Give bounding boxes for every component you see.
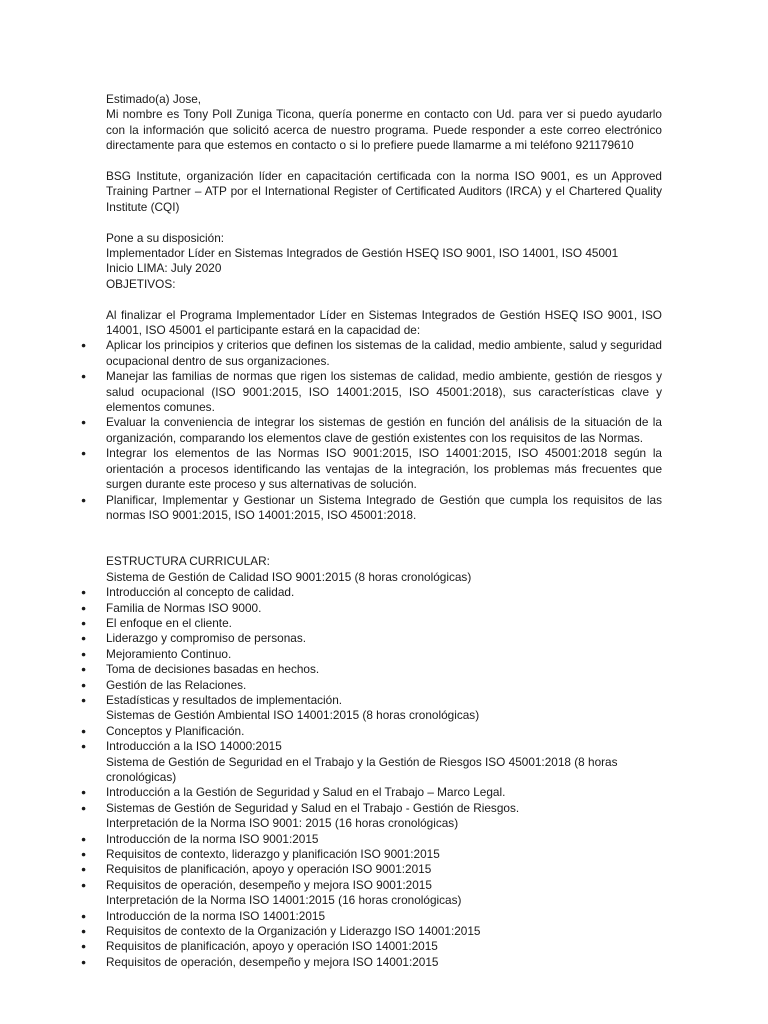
module-item: ● Requisitos de planificación, apoyo y operación ISO 9001:2015 — [106, 862, 662, 877]
intro-paragraph: Mi nombre es Tony Poll Zuniga Ticona, quería ponerme en contacto con Ud. para ver si puedo ayudarlo con la información que solicitó acerca de nuestro programa. Puede responder a este correo electrónico directamente para que estemos en contacto o si lo prefiere puede llamarme a mi teléfono 921179610 — [106, 107, 662, 153]
module-item: ● Liderazgo y compromiso de personas. — [106, 631, 662, 646]
module-item: ● Introducción al concepto de calidad. — [106, 585, 662, 600]
module-item: ● Familia de Normas ISO 9000. — [106, 601, 662, 616]
objectives-intro: Al finalizar el Programa Implementador Líder en Sistemas Integrados de Gestión HSEQ ISO 9001, ISO 14001, ISO 45001 el participante estará en la capacidad de: — [106, 307, 662, 338]
module-items — [106, 585, 662, 708]
module-item: ● Requisitos de planificación, apoyo y operación ISO 14001:2015 — [106, 939, 662, 954]
module-item: ● Introducción a la Gestión de Seguridad y Salud en el Trabajo – Marco Legal. — [106, 785, 662, 800]
module-items — [106, 724, 662, 755]
objective-item: ● Evaluar la conveniencia de integrar los sistemas de gestión en función del análisis de la situación de la organización, comparando los elementos clave de gestión existentes con los requisitos de las Normas. — [106, 415, 662, 446]
module-items — [106, 785, 662, 816]
institute-paragraph: BSG Institute, organización líder en capacitación certificada con la norma ISO 9001, es un Approved Training Partner – ATP por el International Register of Certificated Auditors (IRCA) y el Chartered Quality Institute (CQI) — [106, 169, 662, 214]
module-item: ● Introducción a la ISO 14000:2015 — [106, 739, 662, 754]
module-items — [106, 832, 662, 894]
module-item: ● Toma de decisiones basadas en hechos. — [106, 662, 662, 677]
module-item: ● El enfoque en el cliente. — [106, 616, 662, 631]
module-item: ● Introducción de la norma ISO 9001:2015 — [106, 832, 662, 847]
module-title: Sistema de Gestión de Seguridad en el Trabajo y la Gestión de Riesgos ISO 45001:2018 (8 horas cronológicas) — [106, 754, 618, 785]
module-title: Sistema de Gestión de Calidad ISO 9001:2015 (8 horas cronológicas) — [106, 569, 472, 584]
module-items — [106, 909, 662, 971]
objectives-list — [106, 338, 662, 523]
document-body — [106, 92, 662, 970]
module-title: Sistemas de Gestión Ambiental ISO 14001:2015 (8 horas cronológicas) — [106, 708, 480, 723]
start-date: Inicio LIMA: July 2020 — [106, 261, 222, 276]
module-title: Interpretación de la Norma ISO 14001:2015 (16 horas cronológicas) — [106, 893, 462, 908]
objective-item: ● Planificar, Implementar y Gestionar un Sistema Integrado de Gestión que cumpla los requisitos de las normas ISO 9001:2015, ISO 14001:2015, ISO 45001:2018. — [106, 493, 662, 524]
module-item: ● Requisitos de operación, desempeño y mejora ISO 9001:2015 — [106, 878, 662, 893]
objectives-heading: OBJETIVOS: — [106, 276, 176, 291]
module-item: ● Conceptos y Planificación. — [106, 724, 662, 739]
module-item: ● Gestión de las Relaciones. — [106, 678, 662, 693]
module-item: ● Introducción de la norma ISO 14001:2015 — [106, 909, 662, 924]
module-title: Interpretación de la Norma ISO 9001: 2015 (16 horas cronológicas) — [106, 816, 459, 831]
module-item: ● Estadísticas y resultados de implementación. — [106, 693, 662, 708]
objective-item: ● Aplicar los principios y criterios que definen los sistemas de la calidad, medio ambiente, salud y seguridad ocupacional dentro de sus organizaciones. — [106, 338, 662, 369]
curriculum-heading: ESTRUCTURA CURRICULAR: — [106, 554, 270, 569]
module-item: ● Requisitos de operación, desempeño y mejora ISO 14001:2015 — [106, 955, 662, 970]
module-item: ● Mejoramiento Continuo. — [106, 647, 662, 662]
module-item: ● Sistemas de Gestión de Seguridad y Salud en el Trabajo - Gestión de Riesgos. — [106, 801, 662, 816]
greeting: Estimado(a) Jose, — [106, 92, 202, 106]
program-name: Implementador Líder en Sistemas Integrados de Gestión HSEQ ISO 9001, ISO 14001, ISO 45001 — [106, 246, 619, 261]
offer-lead: Pone a su disposición: — [106, 230, 225, 245]
module-item: ● Requisitos de contexto, liderazgo y planificación ISO 9001:2015 — [106, 847, 662, 862]
module-item: ● Requisitos de contexto de la Organización y Liderazgo ISO 14001:2015 — [106, 924, 662, 939]
objective-item: ● Integrar los elementos de las Normas ISO 9001:2015, ISO 14001:2015, ISO 45001:2018 según la orientación a procesos identificando las ventajas de la integración, los problemas más frecuentes que surgen durante este proceso y sus alternativas de solución. — [106, 446, 662, 492]
objective-item: ● Manejar las familias de normas que rigen los sistemas de calidad, medio ambiente, gestión de riesgos y salud ocupacional (ISO 9001:2015, ISO 14001:2015, ISO 45001:2018), sus características clave y elementos comunes. — [106, 369, 662, 415]
